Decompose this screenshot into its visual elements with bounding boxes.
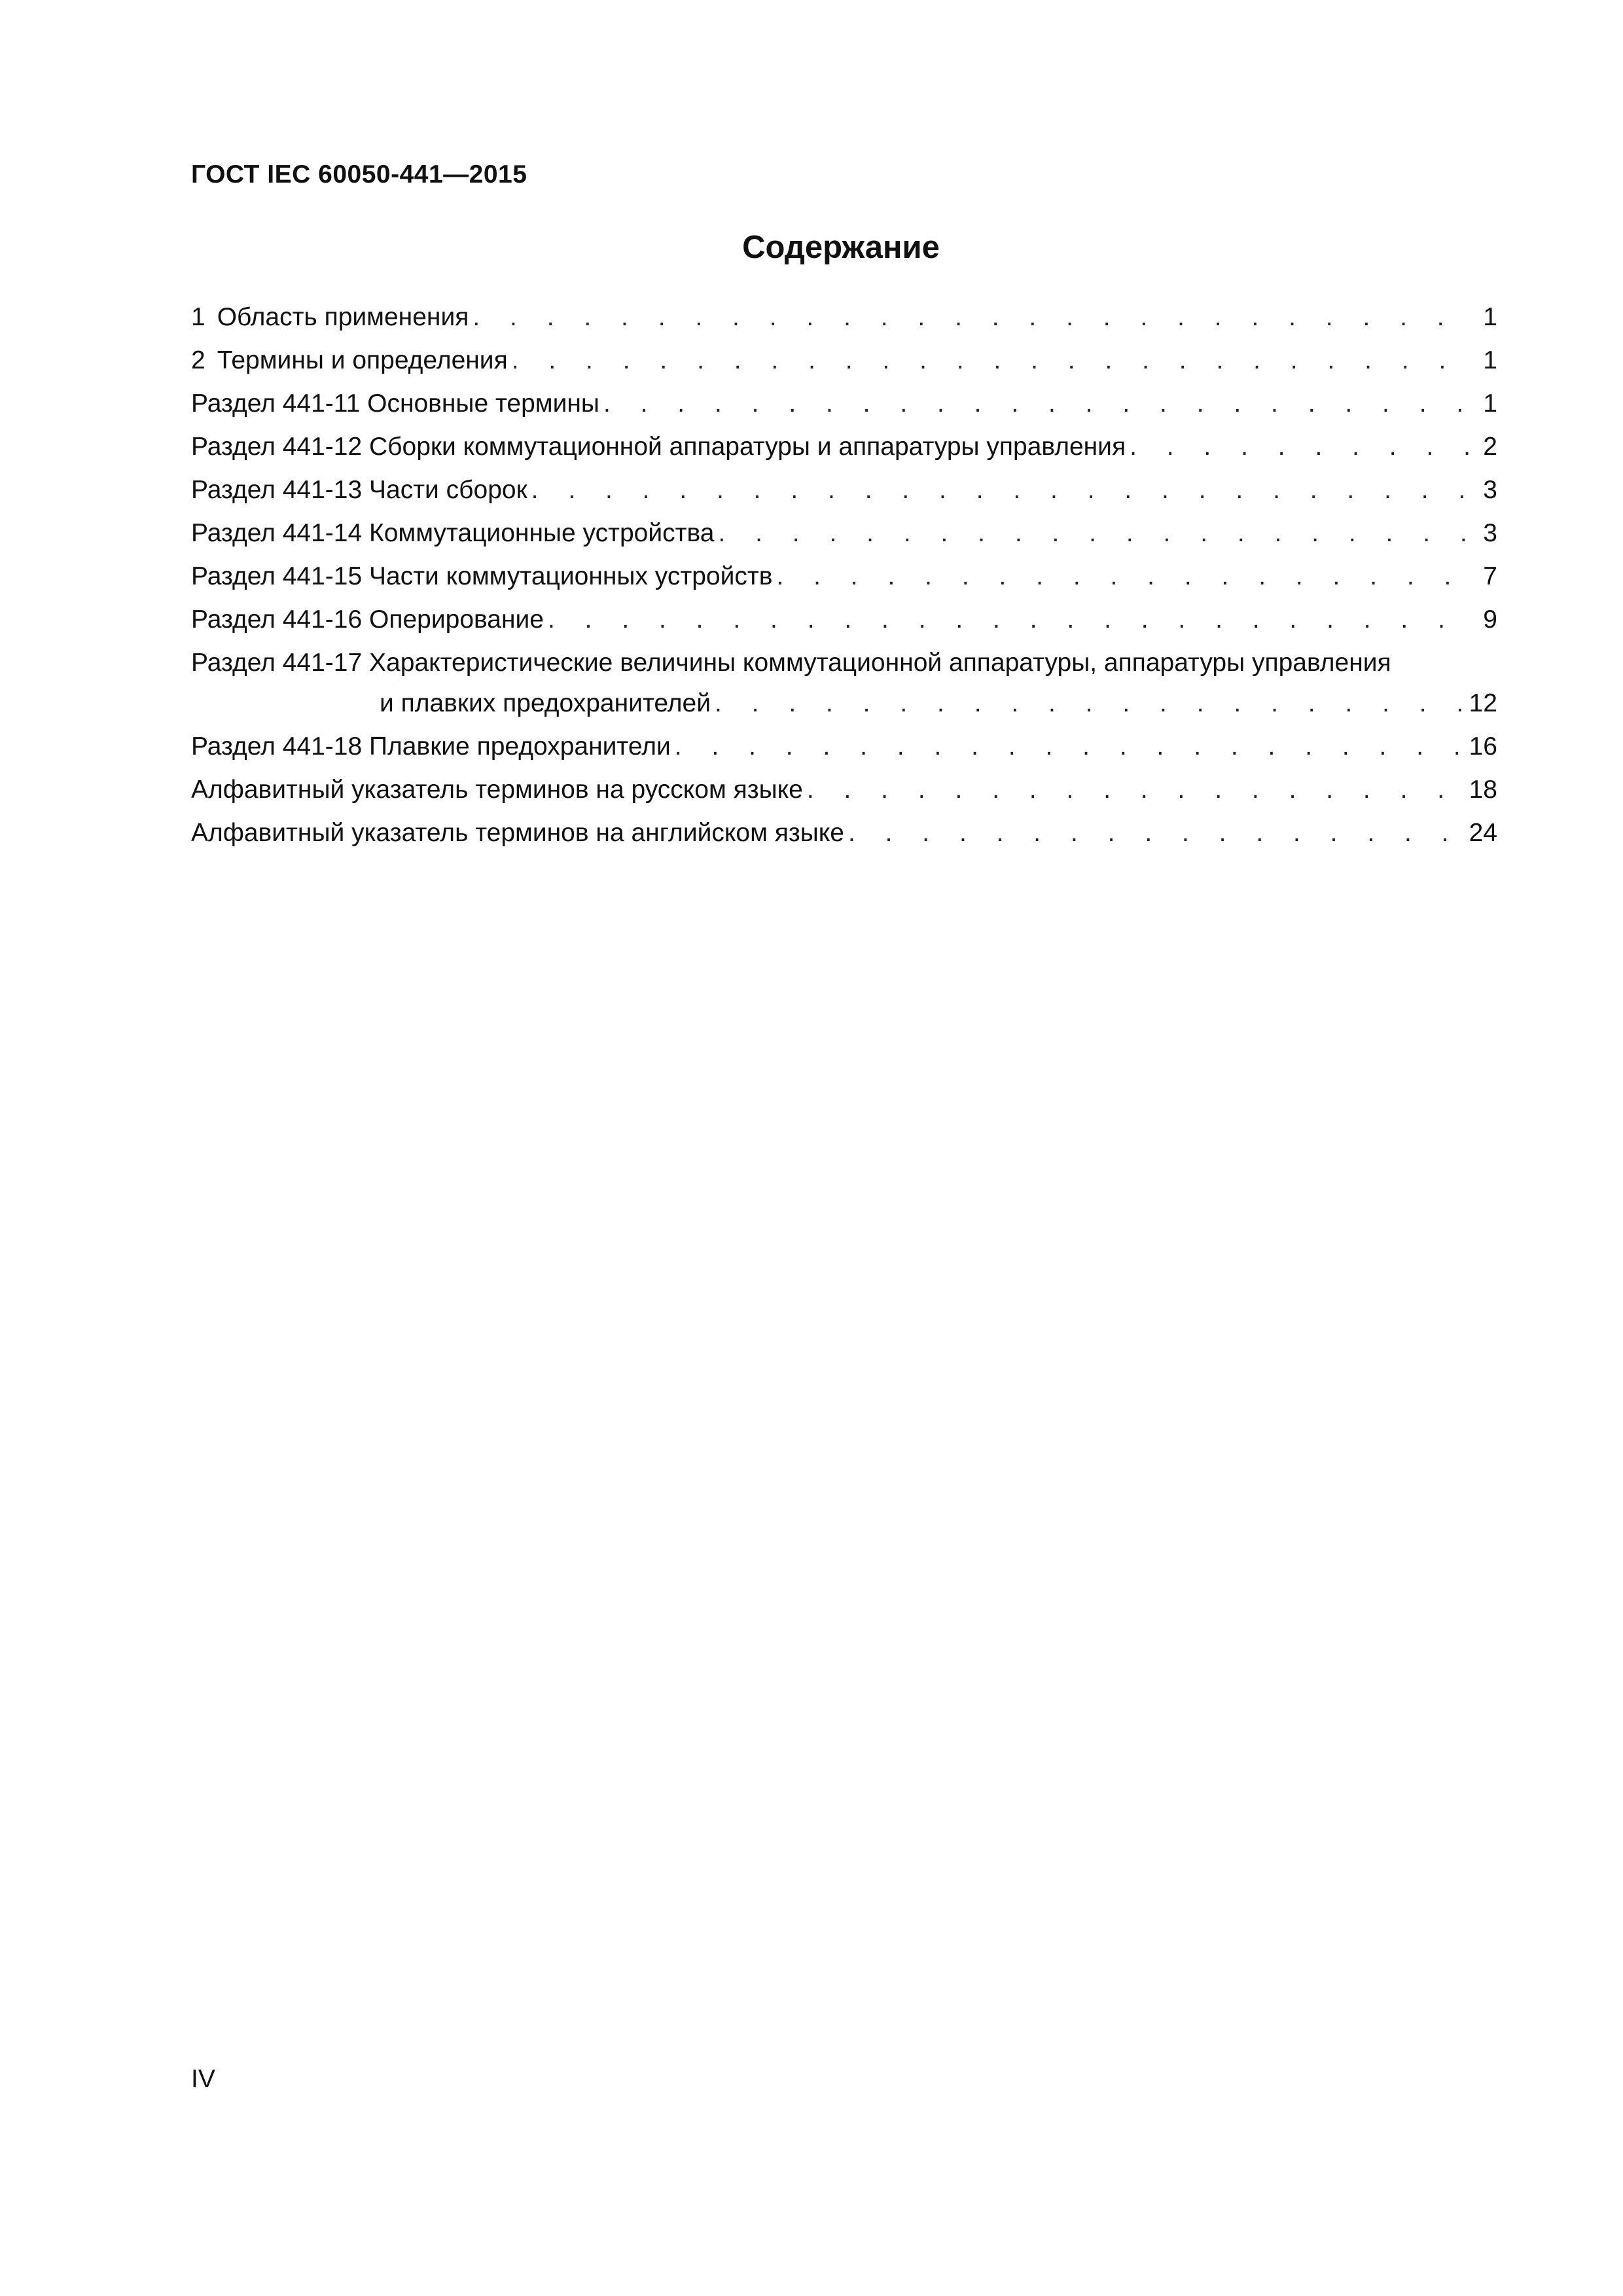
leader-dots: [1130, 425, 1471, 469]
toc-entry[interactable]: [191, 425, 1497, 469]
toc-entry[interactable]: [191, 555, 1497, 598]
toc-entry-title: Раздел 441-13 Части сборок: [191, 476, 527, 504]
toc-entry-number: 1: [191, 303, 205, 331]
toc-entry-number: 2: [191, 346, 205, 374]
toc-entry-page: 1: [1483, 303, 1497, 331]
toc-entry-title: Термины и определения: [217, 346, 508, 374]
toc-entry-title-continued: и плавких предохранителей: [380, 689, 711, 717]
toc-entry-title: Раздел 441-15 Части коммутационных устройств: [191, 562, 773, 590]
leader-dots: [848, 812, 1463, 855]
page-number: IV: [191, 2065, 215, 2093]
toc-entry[interactable]: [191, 382, 1497, 425]
leader-dots: [531, 469, 1471, 512]
leader-dots: [603, 382, 1471, 425]
leader-dots: [473, 296, 1471, 339]
toc-entry-page: 7: [1483, 562, 1497, 590]
leader-dots: [718, 512, 1471, 555]
toc-entry-page: 9: [1483, 605, 1497, 634]
toc-entry[interactable]: [191, 768, 1497, 812]
leader-dots: [776, 555, 1471, 598]
leader-dots: [715, 682, 1463, 725]
toc-entry-page: 1: [1483, 389, 1497, 418]
toc-entry-title: Алфавитный указатель терминов на русском языке: [191, 776, 803, 804]
toc-entry-page: 3: [1483, 519, 1497, 547]
toc-entry[interactable]: [191, 812, 1497, 855]
toc-entry[interactable]: [191, 339, 1497, 382]
toc-entry-title: Алфавитный указатель терминов на английском языке: [191, 819, 844, 847]
toc-entry[interactable]: [191, 512, 1497, 555]
toc-entry-page: 16: [1469, 732, 1497, 761]
toc-entry[interactable]: [191, 296, 1497, 339]
toc-entry-label: [191, 339, 508, 382]
toc-entry-title: Раздел 441-14 Коммутационные устройства: [191, 519, 715, 547]
leader-dots: [807, 768, 1463, 812]
toc-entry-page: 2: [1483, 433, 1497, 461]
toc-title: Содержание: [742, 230, 940, 265]
toc-entry-title: Раздел 441-16 Оперирование: [191, 605, 544, 634]
toc-entry-page: 3: [1483, 476, 1497, 504]
leader-dots: [512, 339, 1471, 382]
toc-entry[interactable]: [191, 598, 1497, 641]
toc-entry-page: 1: [1483, 346, 1497, 374]
toc-entry-title: Раздел 441-18 Плавкие предохранители: [191, 732, 671, 761]
leader-dots: [548, 598, 1471, 641]
document-code: ГОСТ IEC 60050-441—2015: [191, 160, 527, 188]
table-of-contents: [191, 296, 1497, 855]
toc-entry-continuation[interactable]: [191, 682, 1497, 725]
toc-entry[interactable]: [191, 725, 1497, 768]
toc-entry-title: Раздел 441-12 Сборки коммутационной аппаратуры и аппаратуры управления: [191, 433, 1126, 461]
leader-dots: [675, 725, 1463, 768]
toc-entry-title: Раздел 441-17 Характеристические величины коммутационной аппаратуры, аппаратуры управления: [191, 649, 1391, 677]
toc-entry-title: Раздел 441-11 Основные термины: [191, 389, 599, 418]
toc-entry-page: 12: [1469, 689, 1497, 717]
toc-entry-page: 18: [1469, 776, 1497, 804]
toc-entry-label: [191, 296, 469, 339]
toc-entry-title: Область применения: [217, 303, 469, 331]
toc-entry-page: 24: [1469, 819, 1497, 847]
toc-entry[interactable]: [191, 469, 1497, 512]
toc-entry-first-line[interactable]: [191, 641, 1497, 682]
